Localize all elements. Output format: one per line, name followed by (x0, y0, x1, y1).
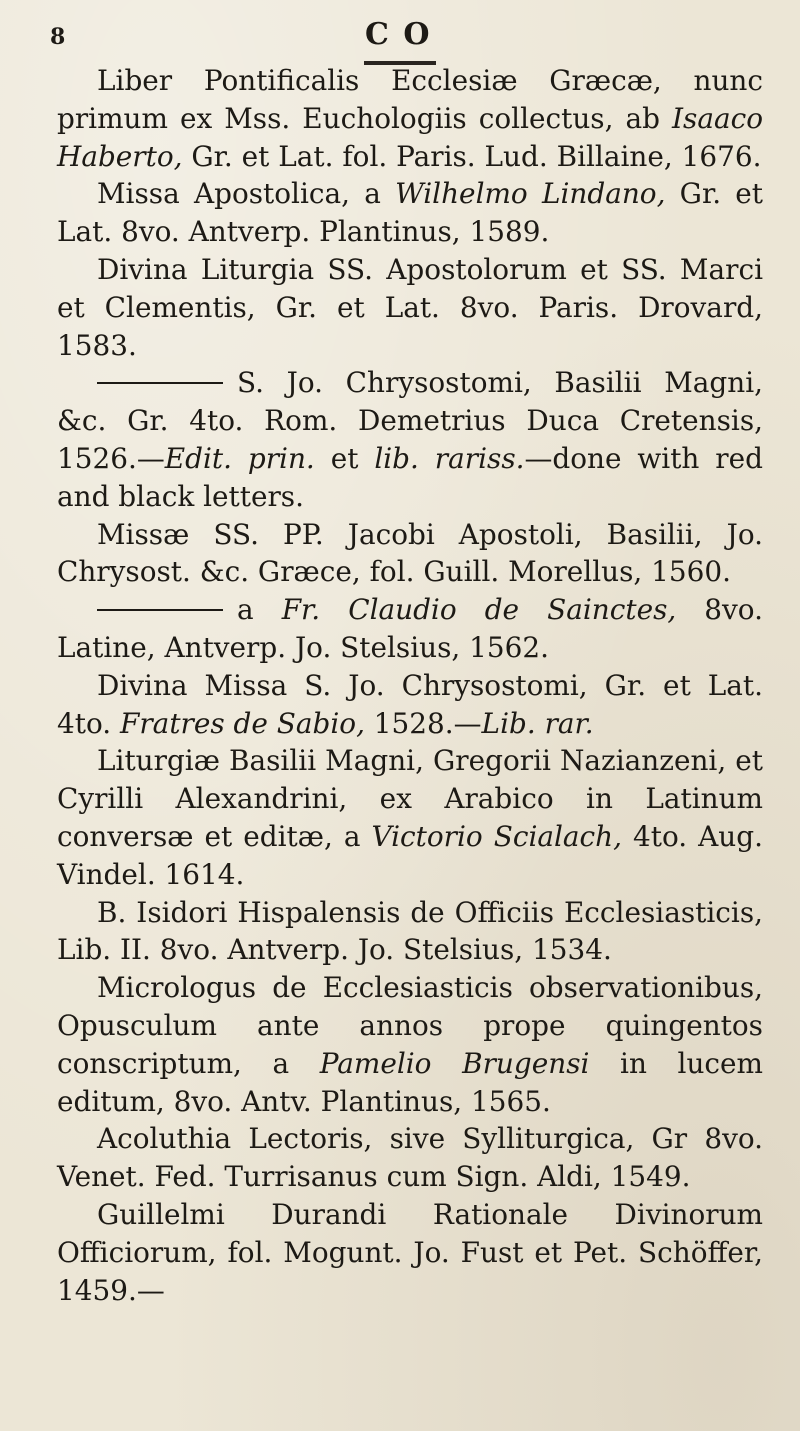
entry-text: Missa Apostolica, a (97, 177, 396, 211)
entry-text: B. Isidori Hispalensis de Officiis Ecclesiasticis, Lib. II. 8vo. Antverp. Jo. Stelsius, 1534. (57, 895, 763, 967)
italic-text: Fr. Claudio de Sainctes, (281, 593, 677, 627)
entry-text: 1528.— (364, 706, 482, 740)
catalogue-entry (57, 894, 763, 970)
entry-text: Liber Pontificalis Ecclesiæ Græcæ, nunc primum ex Mss. Euchologiis collectus, ab (57, 64, 763, 135)
entry-text: S. Jo. Chrysostomi, Basilii Magni, &c. Gr. 4to. Rom. Demetrius Duca Cretensis, 1526.— (57, 366, 763, 475)
catalogue-entry (57, 667, 763, 743)
catalogue-entry (57, 1196, 763, 1309)
catalogue-entry (57, 175, 763, 251)
entry-text: in lucem editum, 8vo. Antv. Plantinus, 1565. (57, 1046, 763, 1118)
italic-text: Victorio Scialach, (371, 819, 623, 853)
catalogue-entry (57, 364, 763, 515)
catalogue-entry (57, 969, 763, 1120)
ditto-rule (97, 382, 223, 384)
catalogue-entries (57, 62, 763, 1309)
italic-text: Fratres de Sabio, (120, 706, 365, 740)
italic-text: Pamelio Brugensi (319, 1046, 590, 1080)
page-header (0, 14, 800, 64)
catalogue-entry (57, 1120, 763, 1196)
printer-mark: 8 (50, 24, 66, 50)
italic-text: lib. rariss. (374, 441, 525, 475)
italic-text: Isaaco Haberto, (57, 101, 763, 173)
italic-text: Lib. rar. (481, 706, 594, 740)
entry-text: Gr. et Lat. fol. Paris. Lud. Billaine, 1676. (182, 139, 762, 173)
entry-text: 8vo. Latine, Antverp. Jo. Stelsius, 1562. (57, 593, 763, 664)
entry-text: Gr. et Lat. 8vo. Antverp. Plantinus, 1589. (57, 177, 764, 249)
entry-text: Guillelmi Durandi Rationale Divinorum Officiorum, fol. Mogunt. Jo. Fust et Pet. Schöffer, 1459.— (57, 1197, 763, 1307)
catalogue-entry (57, 591, 763, 667)
catalogue-entry (57, 62, 763, 175)
signature-mark: C O (365, 17, 432, 52)
entry-text: Divina Missa S. Jo. Chrysostomi, Gr. et Lat. 4to. (57, 668, 763, 740)
entry-text: Missæ SS. PP. Jacobi Apostoli, Basilii, Jo. Chrysost. &c. Græce, fol. Guill. Morellus, 1560. (57, 517, 763, 589)
entry-text: Acoluthia Lectoris, sive Sylliturgica, Gr 8vo. Venet. Fed. Turrisanus cum Sign. Aldi, 1549. (57, 1122, 763, 1194)
entry-text: Micrologus de Ecclesiasticis observationibus, Opusculum ante annos prope quingentos conscriptum, a (57, 971, 763, 1080)
entry-text: Divina Liturgia SS. Apostolorum et SS. Marci et Clementis, Gr. et Lat. 8vo. Paris. Drovard, 1583. (57, 252, 763, 362)
entry-text: a (237, 593, 282, 627)
entry-text: Liturgiæ Basilii Magni, Gregorii Nazianzeni, et Cyrilli Alexandrini, ex Arabico in Latinum conversæ et editæ, a (57, 744, 763, 853)
catalogue-entry (57, 251, 763, 364)
catalogue-entry (57, 516, 763, 592)
entry-text: —done with red and black letters. (57, 441, 763, 513)
entry-text: et (314, 441, 375, 475)
italic-text: Edit. prin. (164, 441, 315, 475)
catalogue-entry (57, 742, 763, 893)
ditto-rule (97, 609, 223, 611)
italic-text: Wilhelmo Lindano, (395, 177, 666, 211)
entry-text: 4to. Aug. Vindel. 1614. (57, 819, 763, 891)
